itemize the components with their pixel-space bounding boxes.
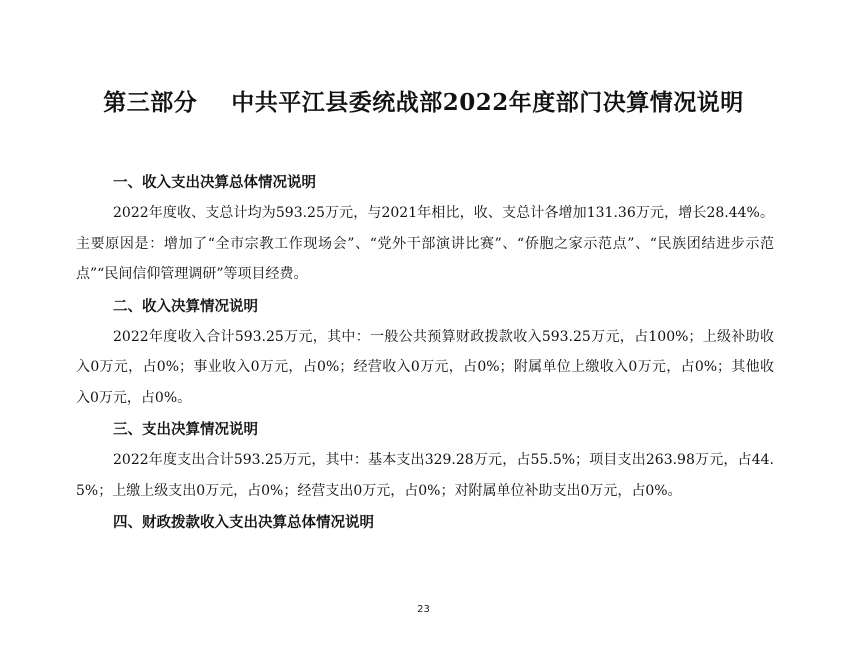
page-title: 第三部分 中共平江县委统战部2022年度部门决算情况说明 <box>103 89 744 116</box>
section-heading-4: 四、财政拨款收入支出决算总体情况说明 <box>113 515 374 531</box>
section-paragraph-3: 2022年度支出合计593.25万元，其中：基本支出329.28万元，占55.5%；项目支出263.98万元，占44.5%；上缴上级支出0万元，占0%；经营支出0万元，占0%；对附属单位补助支出0万元，占0%。 <box>76 452 774 499</box>
document-body <box>76 168 774 538</box>
section-paragraph-2: 2022年度收入合计593.25万元，其中：一般公共预算财政拨款收入593.25万元，占100%；上级补助收入0万元，占0%；事业收入0万元，占0%；经营收入0万元，占0%；附属单位上缴收入0万元，占0%；其他收入0万元，占0%。 <box>76 328 774 406</box>
page-number: 23 <box>417 604 430 615</box>
section-paragraph-1: 2022年度收、支总计均为593.25万元，与2021年相比，收、支总计各增加131.36万元，增长28.44%。主要原因是：增加了“全市宗教工作现场会”、“党外干部演讲比赛”、“侨胞之家示范点”、“民族团结进步示范点”“民间信仰管理调研”等项目经费。 <box>76 205 774 282</box>
section-heading-3: 三、支出决算情况说明 <box>113 422 258 438</box>
section-heading-2: 二、收入决算情况说明 <box>113 298 258 315</box>
section-heading-1: 一、收入支出决算总体情况说明 <box>113 175 316 191</box>
